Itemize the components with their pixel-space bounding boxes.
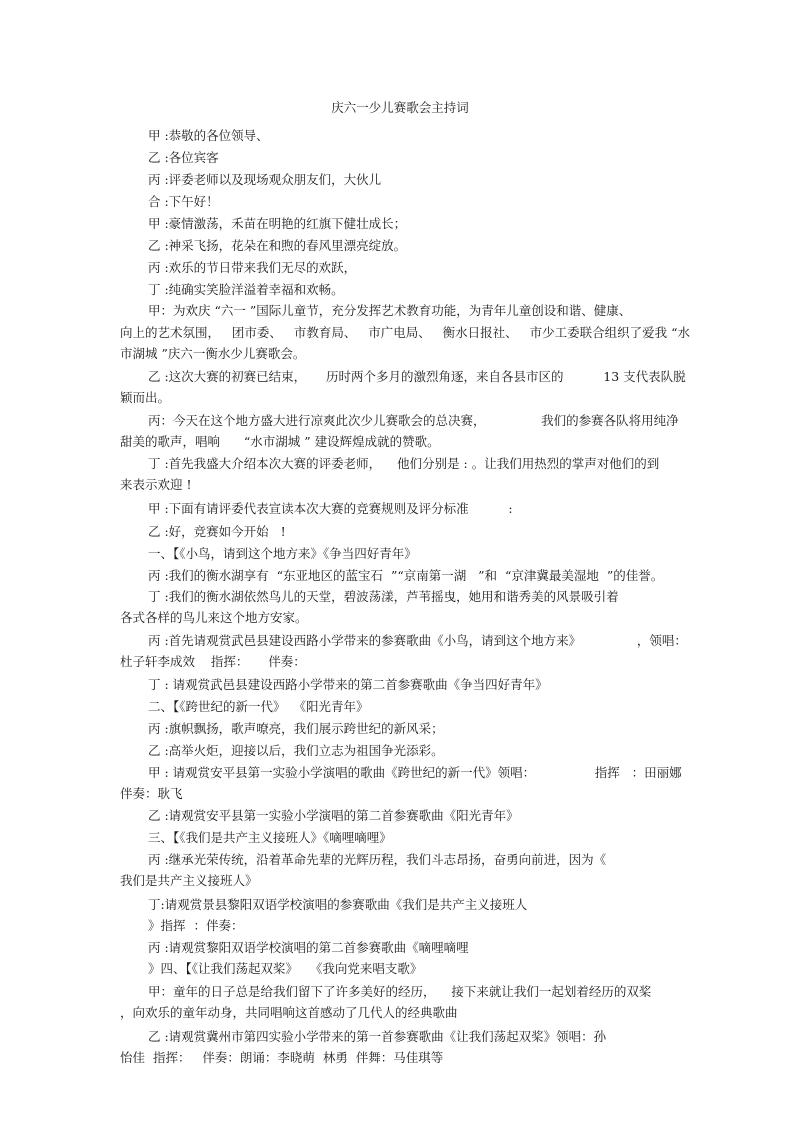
text-line: 丙 :评委老师以及现场观众朋友们，大伙儿	[148, 172, 382, 187]
text-line: 向上的艺术氛围， 团市委、 市教育局、 市广电局、 衡水日报社、 市少工委联合组织了爱我 “水	[120, 325, 690, 340]
text-line: 各式各样的鸟儿来这个地方安家。	[120, 610, 308, 625]
text-line: 甲：为欢庆 “六一 ”国际儿童节，充分发挥艺术教育功能，为青年儿童创设和谐、健康、	[148, 303, 632, 318]
text-line: 二、【《跨世纪的新一代》 《阳光青年》	[148, 699, 369, 714]
text-line: 甲 :豪情激荡，禾苗在明艳的红旗下健壮成长；	[148, 216, 407, 231]
text-line: 丙 :继承光荣传统，沿着革命先辈的光辉历程，我们斗志昂扬，奋勇向前进，因为《	[148, 852, 607, 867]
text-line: 乙 :高举火炬，迎接以后，我们立志为祖国争光添彩。	[148, 743, 444, 758]
text-line: 甲 :下面有请评委代表宣读本次大赛的竞赛规则及评分标准 :	[148, 501, 513, 516]
text-line: 》四、【《让我们荡起双桨》 《我向党来唱支歌》	[148, 961, 423, 976]
text-line: 来表示欢迎 !	[120, 477, 192, 492]
text-line: 市湖城 ”庆六一衡水少儿赛歌会。	[120, 346, 306, 361]
text-line: 甲 : 请观赏安平县第一实验小学演唱的歌曲《跨世纪的新一代》领唱： 指挥 ：田丽娜	[148, 765, 682, 780]
text-line: 丁 :我们的衡水湖依然鸟儿的天堂，碧波荡漾，芦苇摇曳，她用和谐秀美的风景吸引着	[148, 589, 619, 604]
text-line: 》指挥 ：伴奏：	[148, 918, 244, 933]
text-line: 三、【《我们是共产主义接班人》《嘀哩嘀哩》	[148, 830, 392, 845]
text-line: 甲 :恭敬的各位领导、	[148, 128, 269, 143]
text-line: 合 :下午好！	[148, 194, 219, 209]
text-line: 丁 :纯确实笑脸洋溢着幸福和欢畅。	[148, 282, 344, 297]
text-line: 丙 :欢乐的节日带来我们无尽的欢跃，	[148, 260, 357, 275]
text-line: 乙 :请观赏安平县第一实验小学演唱的第二首参赛歌曲《阳光青年》	[148, 808, 519, 823]
text-line: 丁:请观赏景县黎阳双语学校演唱的参赛歌曲《我们是共产主义接班人	[148, 897, 528, 912]
text-line: 丙：今天在这个地方盛大进行凉爽此次少儿赛歌会的总决赛， 我们的参赛各队将用纯净	[148, 413, 679, 428]
text-line: 丙 :请观赏黎阳双语学校演唱的第二首参赛歌曲《嘀哩嘀哩	[148, 940, 469, 955]
text-line: 丁 : 请观赏武邑县建设西路小学带来的第二首参赛歌曲《争当四好青年》	[148, 677, 548, 692]
text-line: 伴奏：耿飞	[120, 786, 183, 801]
document-title: 庆六一少儿赛歌会主持词	[331, 100, 469, 115]
text-line: 丙 :首先请观赏武邑县建设西路小学带来的参赛歌曲《小鸟，请到这个地方来》 ，领唱：	[148, 633, 687, 648]
text-line: 丙 :旗帜飘扬，歌声嘹亮，我们展示跨世纪的新风采；	[148, 721, 444, 736]
text-line: 乙 :好，竞赛如今开始 !	[148, 524, 286, 539]
text-line: 乙 :这次大赛的初赛已结束， 历时两个多月的激烈角逐，来自各县市区的 13 支代表队脱	[148, 369, 686, 384]
text-line: 甲：童年的日子总是给我们留下了许多美好的经历， 接下来就让我们一起划着经历的双桨	[148, 984, 652, 999]
text-line: 杜子轩李成效 指挥： 伴奏：	[120, 654, 306, 669]
text-line: 甜美的歌声，唱响 “水市湖城 ” 建设辉煌成就的赞歌。	[120, 434, 440, 449]
text-line: ，向欢乐的童年动身，共同唱响这首感动了几代人的经典歌曲	[120, 1005, 458, 1020]
text-line: 乙 :神采飞扬，花朵在和煦的春风里漂亮绽放。	[148, 238, 407, 253]
text-line: 乙 :请观赏冀州市第四实验小学带来的第一首参赛歌曲《让我们荡起双桨》领唱：孙	[148, 1029, 607, 1044]
text-line: 我们是共产主义接班人》	[120, 873, 258, 888]
text-line: 丙 :我们的衡水湖享有 “东亚地区的蓝宝石 ”“京南第一湖 ”和 “京津冀最美湿地 ”的佳誉。	[148, 568, 664, 583]
text-line: 怡佳 指挥： 伴奏：朗诵：李晓萌 林勇 伴舞：马佳琪等	[120, 1050, 444, 1065]
text-line: 乙 :各位宾客	[148, 150, 219, 165]
text-line: 一、【《小鸟，请到这个地方来》《争当四好青年》	[148, 546, 417, 561]
text-line: 颖而出。	[120, 390, 171, 405]
text-line: 丁 :首先我盛大介绍本次大赛的评委老师， 他们分别是 : 。让我们用热烈的掌声对他们的到	[148, 456, 660, 471]
